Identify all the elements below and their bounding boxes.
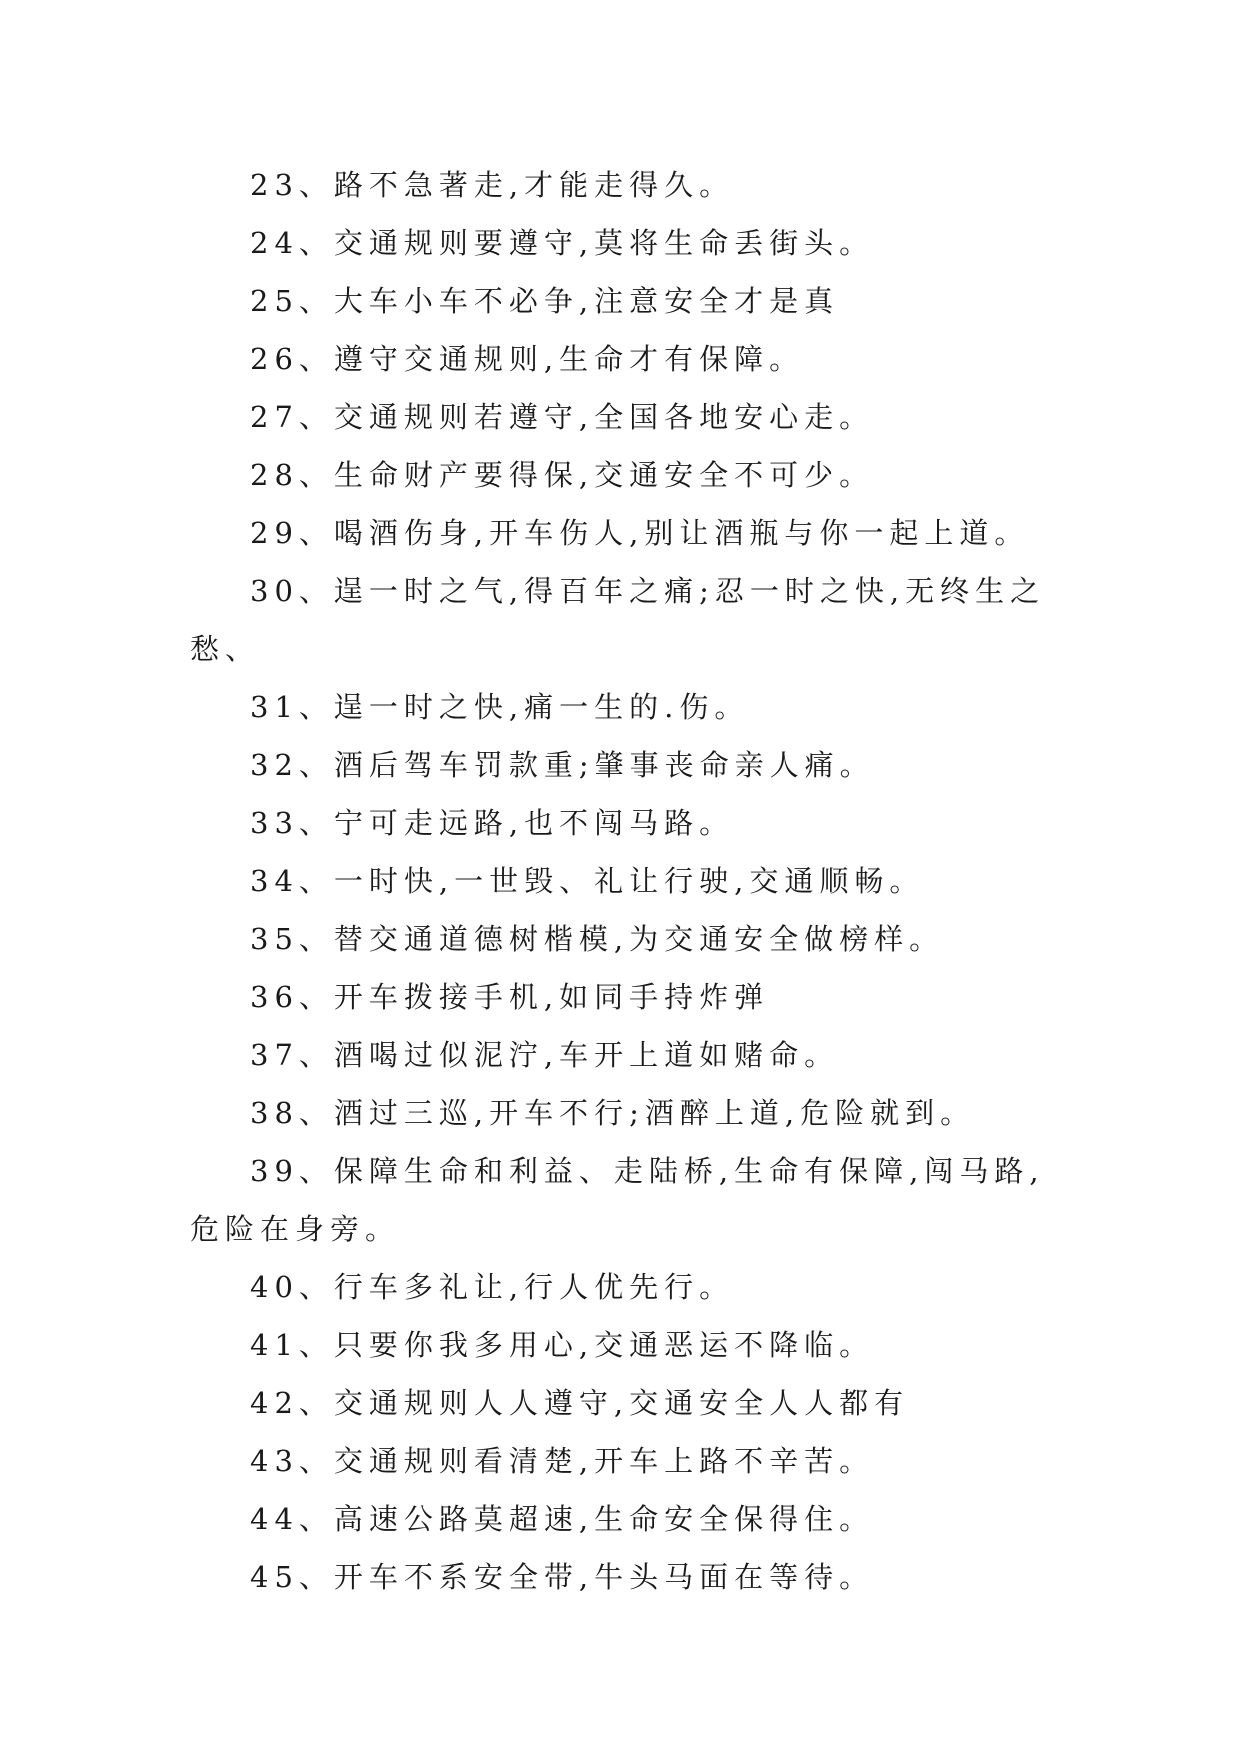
paragraph: 31、逞一时之快,痛一生的.伤。 xyxy=(250,690,750,724)
paragraph: 26、遵守交通规则,生命才有保障。 xyxy=(250,342,805,376)
paragraph: 45、开车不系安全带,牛头马面在等待。 xyxy=(250,1560,875,1594)
paragraph: 37、酒喝过似泥泞,车开上道如赌命。 xyxy=(250,1038,840,1072)
paragraph: 29、喝酒伤身,开车伤人,别让酒瓶与你一起上道。 xyxy=(250,516,1030,550)
paragraph: 25、大车小车不必争,注意安全才是真 xyxy=(250,284,840,318)
paragraph: 32、酒后驾车罚款重;肇事丧命亲人痛。 xyxy=(250,748,875,782)
paragraph: 44、高速公路莫超速,生命安全保得住。 xyxy=(250,1502,875,1536)
paragraph: 33、宁可走远路,也不闯马路。 xyxy=(250,806,735,840)
paragraph: 28、生命财产要得保,交通安全不可少。 xyxy=(250,458,875,492)
paragraph: 24、交通规则要遵守,莫将生命丢街头。 xyxy=(250,226,875,260)
paragraph: 38、酒过三巡,开车不行;酒醉上道,危险就到。 xyxy=(250,1096,976,1130)
paragraph: 27、交通规则若遵守,全国各地安心走。 xyxy=(250,400,875,434)
paragraph: 35、替交通道德树楷模,为交通安全做榜样。 xyxy=(250,922,945,956)
paragraph: 34、一时快,一世毁、礼让行驶,交通顺畅。 xyxy=(250,864,925,898)
paragraph: 43、交通规则看清楚,开车上路不辛苦。 xyxy=(250,1444,875,1478)
paragraph: 42、交通规则人人遵守,交通安全人人都有 xyxy=(250,1386,910,1420)
paragraph: 39、保障生命和利益、走陆桥,生命有保障,闯马路,危险在身旁。 xyxy=(190,1154,1045,1246)
paragraph: 36、开车拨接手机,如同手持炸弹 xyxy=(250,980,770,1014)
document-body xyxy=(190,156,1070,1606)
paragraph: 23、路不急著走,才能走得久。 xyxy=(250,168,735,202)
paragraph: 40、行车多礼让,行人优先行。 xyxy=(250,1270,735,1304)
paragraph: 30、逞一时之气,得百年之痛;忍一时之快,无终生之愁、 xyxy=(190,574,1046,666)
paragraph: 41、只要你我多用心,交通恶运不降临。 xyxy=(250,1328,875,1362)
